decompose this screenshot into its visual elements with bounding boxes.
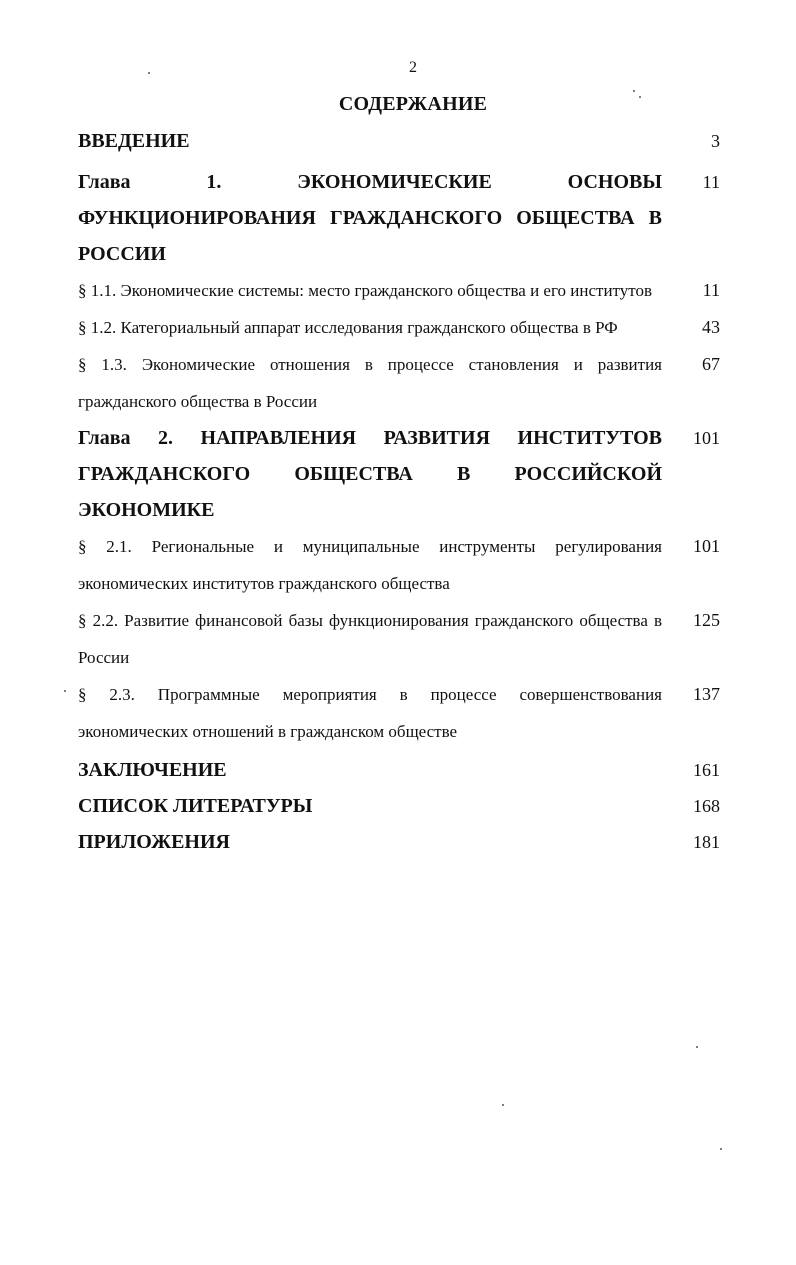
scan-speck [502,1104,504,1106]
toc-entry-bibliography [78,788,728,824]
toc-title: СОДЕРЖАНИЕ [338,93,488,115]
toc-entry-section-1-1 [78,272,728,309]
toc-entry-page: 43 [702,317,720,337]
scan-speck [639,96,641,98]
toc-entry-page: 101 [693,428,720,448]
scan-speck [720,1148,722,1150]
toc-entry-text: § 1.2. Категориальный аппарат исследования гражданского общества в РФ [78,318,618,337]
toc-entry-page: 67 [702,354,720,374]
toc-entry-text: Глава 2. НАПРАВЛЕНИЯ РАЗВИТИЯ ИНСТИТУТОВ ГРАЖДАНСКОГО ОБЩЕСТВА В РОССИЙСКОЙ ЭКОНОМИКЕ [78,427,662,521]
toc-entry-section-1-3 [78,346,728,420]
toc-entry-introduction [78,127,728,155]
toc-entry-page: 125 [693,610,720,630]
toc-entry-text: § 2.1. Региональные и муниципальные инструменты регулирования экономических институтов гражданского общества [78,537,662,593]
toc-entry-page: 161 [693,760,720,780]
toc-entry-text: ВВЕДЕНИЕ [78,130,190,152]
toc-entry-text: § 2.2. Развитие финансовой базы функционирования гражданского общества в России [78,611,662,667]
toc-entry-section-2-1 [78,528,728,602]
toc-entry-text: § 1.1. Экономические системы: место гражданского общества и его институтов [78,281,652,300]
scan-speck [633,90,635,92]
scan-speck [148,72,150,74]
page-number: 2 [409,59,417,76]
toc-entry-page: 3 [711,131,720,151]
toc-entry-text: ЗАКЛЮЧЕНИЕ [78,759,227,781]
toc-entry-section-2-2 [78,602,728,676]
toc-entry-chapter-2 [78,420,728,528]
scan-speck [64,690,66,692]
toc-entry-page: 137 [693,684,720,704]
toc-entry-text: § 1.3. Экономические отношения в процессе становления и развития гражданского общества в России [78,355,662,411]
toc-entry-page: 101 [693,536,720,556]
toc-entry-text: § 2.3. Программные мероприятия в процессе совершенствования экономических отношений в гражданском обществе [78,685,662,741]
toc-entry-text: СПИСОК ЛИТЕРАТУРЫ [78,795,313,817]
toc-entry-page: 11 [702,280,720,300]
toc-entry-page: 181 [693,832,720,852]
table-of-contents [78,127,728,860]
scan-speck [696,1046,698,1048]
toc-entry-section-2-3 [78,676,728,750]
toc-entry-page: 168 [693,796,720,816]
toc-entry-section-1-2 [78,309,728,346]
toc-entry-chapter-1 [78,164,728,272]
toc-entry-appendices [78,824,728,860]
toc-entry-page: 11 [702,172,720,192]
toc-entry-text: ПРИЛОЖЕНИЯ [78,831,230,853]
toc-entry-conclusion [78,752,728,788]
toc-entry-text: Глава 1. ЭКОНОМИЧЕСКИЕ ОСНОВЫ ФУНКЦИОНИРОВАНИЯ ГРАЖДАНСКОГО ОБЩЕСТВА В РОССИИ [78,171,662,265]
